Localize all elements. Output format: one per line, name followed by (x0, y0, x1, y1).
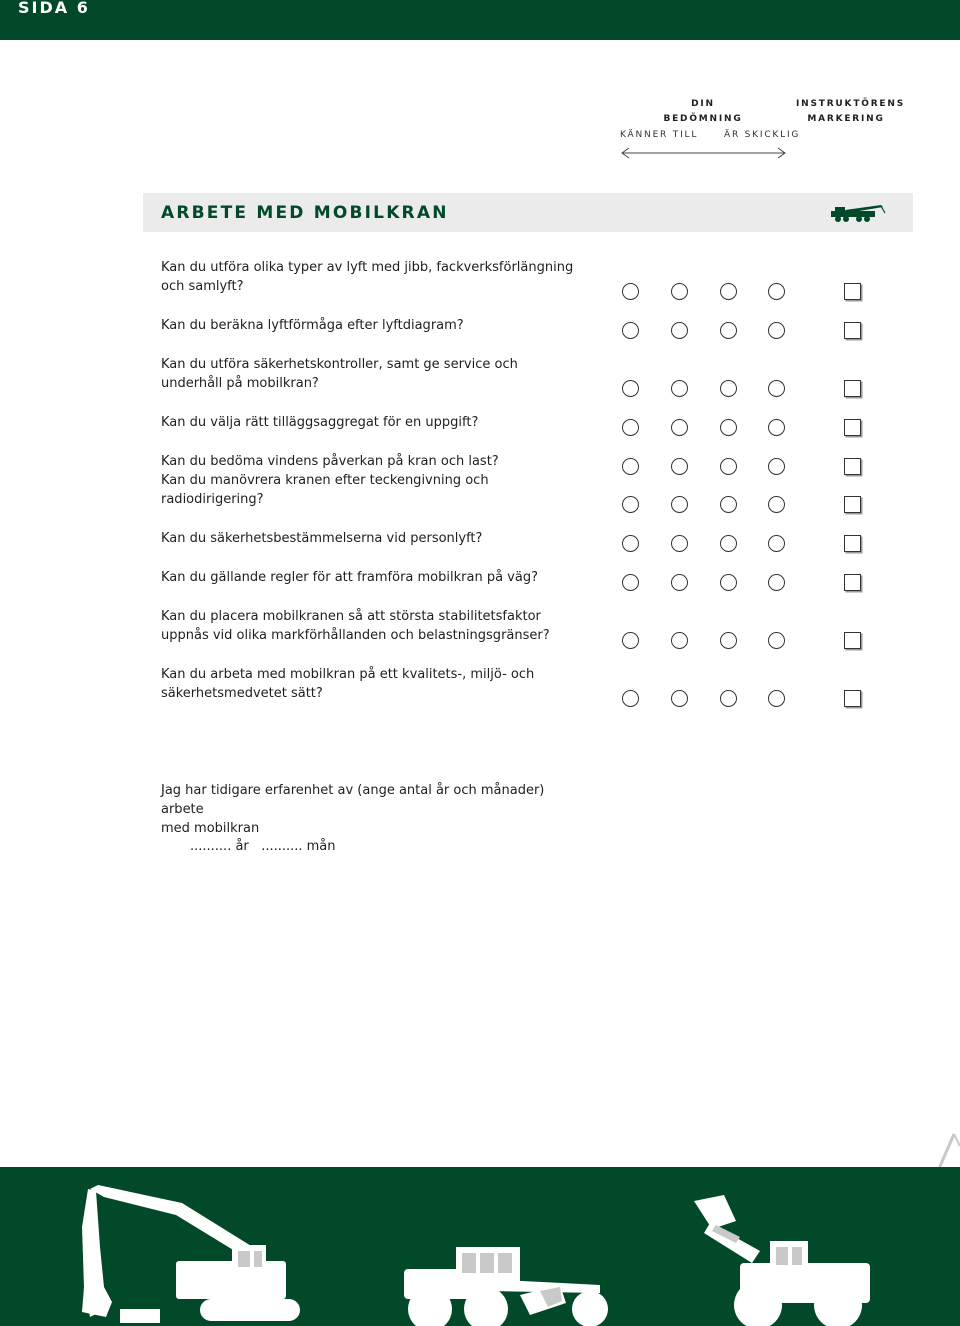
rating-radio-3[interactable] (720, 574, 737, 591)
instructor-checkbox[interactable] (844, 632, 861, 649)
experience-fields (190, 839, 336, 854)
excavator-silhouette (82, 1185, 300, 1323)
question-text (161, 568, 581, 587)
rating-radio-4[interactable] (768, 283, 785, 300)
mobile-crane-icon (829, 205, 887, 223)
question-row (0, 413, 960, 432)
rating-radio-3[interactable] (720, 632, 737, 649)
question-line: Kan du beräkna lyftförmåga efter lyftdiagram? (161, 318, 464, 333)
question-text (161, 471, 581, 509)
rating-radio-1[interactable] (622, 690, 639, 707)
question-text (161, 258, 581, 296)
rating-radio-3[interactable] (720, 283, 737, 300)
rating-radio-4[interactable] (768, 419, 785, 436)
rating-radio-4[interactable] (768, 632, 785, 649)
instructor-header-line-2: MARKERING (807, 114, 885, 124)
question-line: Kan du bedöma vindens påverkan på kran och last? (161, 454, 499, 469)
instructor-header-line-1: INSTRUKTÖRENS (796, 99, 905, 109)
question-line: Kan du utföra olika typer av lyft med jibb, fackverksförlängning (161, 260, 574, 275)
question-line: Kan du säkerhetsbestämmelserna vid personlyft? (161, 531, 483, 546)
rating-radio-1[interactable] (622, 283, 639, 300)
footer-band (0, 1167, 960, 1326)
question-line: underhåll på mobilkran? (161, 376, 319, 391)
rating-radio-3[interactable] (720, 322, 737, 339)
rating-radio-2[interactable] (671, 535, 688, 552)
rating-radio-1[interactable] (622, 496, 639, 513)
section-header (143, 193, 913, 232)
self-assessment-header-line-1: DIN (691, 99, 715, 109)
rating-radio-2[interactable] (671, 283, 688, 300)
self-assessment-header (660, 97, 746, 127)
rating-radio-3[interactable] (720, 690, 737, 707)
rating-radio-4[interactable] (768, 322, 785, 339)
rating-radio-4[interactable] (768, 380, 785, 397)
question-line: Kan du arbeta med mobilkran på ett kvalitets-, miljö- och (161, 667, 535, 682)
rating-radio-3[interactable] (720, 419, 737, 436)
instructor-checkbox[interactable] (844, 419, 861, 436)
instructor-checkbox[interactable] (844, 283, 861, 300)
question-row (0, 665, 960, 703)
rating-radio-2[interactable] (671, 322, 688, 339)
question-text (161, 452, 581, 471)
rating-radio-2[interactable] (671, 690, 688, 707)
rating-radio-1[interactable] (622, 380, 639, 397)
section-title: ARBETE MED MOBILKRAN (161, 203, 449, 223)
instructor-checkbox[interactable] (844, 380, 861, 397)
rating-radio-2[interactable] (671, 632, 688, 649)
rating-radio-4[interactable] (768, 496, 785, 513)
instructor-checkbox[interactable] (844, 322, 861, 339)
question-line: och samlyft? (161, 279, 244, 294)
rating-radio-3[interactable] (720, 458, 737, 475)
experience-line: Jag har tidigare erfarenhet av (ange antal år och månader) arbete (161, 783, 545, 817)
rating-radio-4[interactable] (768, 574, 785, 591)
question-line: Kan du gällande regler för att framföra mobilkran på väg? (161, 570, 538, 585)
scale-low-label: KÄNNER TILL (620, 130, 699, 140)
rating-radio-1[interactable] (622, 419, 639, 436)
instructor-checkbox[interactable] (844, 496, 861, 513)
question-line: säkerhetsmedvetet sätt? (161, 686, 323, 701)
page-number: SIDA 6 (18, 0, 90, 17)
question-text (161, 413, 581, 432)
rating-radio-4[interactable] (768, 535, 785, 552)
question-row (0, 473, 960, 509)
rating-radio-3[interactable] (720, 380, 737, 397)
question-row (0, 452, 960, 471)
instructor-header (796, 97, 905, 127)
instructor-checkbox[interactable] (844, 535, 861, 552)
rating-radio-1[interactable] (622, 535, 639, 552)
self-assessment-header-line-2: BEDÖMNING (663, 114, 743, 124)
rating-radio-2[interactable] (671, 458, 688, 475)
rating-radio-1[interactable] (622, 322, 639, 339)
months-field[interactable]: .......... mån (261, 839, 336, 854)
rating-radio-1[interactable] (622, 458, 639, 475)
question-text (161, 607, 581, 645)
instructor-checkbox[interactable] (844, 458, 861, 475)
rating-radio-2[interactable] (671, 574, 688, 591)
experience-line: med mobilkran (161, 821, 260, 836)
rating-radio-2[interactable] (671, 419, 688, 436)
instructor-checkbox[interactable] (844, 690, 861, 707)
question-row (0, 258, 960, 296)
question-text (161, 316, 581, 335)
rating-radio-2[interactable] (671, 496, 688, 513)
question-text (161, 355, 581, 393)
rating-radio-3[interactable] (720, 535, 737, 552)
rating-radio-4[interactable] (768, 690, 785, 707)
rating-radio-1[interactable] (622, 632, 639, 649)
rating-radio-3[interactable] (720, 496, 737, 513)
question-row (0, 568, 960, 587)
top-bar (0, 0, 960, 40)
rating-radio-4[interactable] (768, 458, 785, 475)
question-line: Kan du utföra säkerhetskontroller, samt ge service och (161, 357, 518, 372)
question-line: Kan du placera mobilkranen så att största stabilitetsfaktor (161, 609, 541, 624)
question-text (161, 529, 581, 548)
question-row (0, 529, 960, 548)
rating-radio-2[interactable] (671, 380, 688, 397)
question-line: Kan du välja rätt tilläggsaggregat för en uppgift? (161, 415, 479, 430)
question-row (0, 607, 960, 645)
experience-prompt (161, 781, 581, 838)
question-row (0, 316, 960, 335)
question-line: Kan du manövrera kranen efter teckengivning och radiodirigering? (161, 473, 489, 507)
question-line: uppnås vid olika markförhållanden och belastningsgränser? (161, 628, 550, 643)
double-arrow-icon (620, 146, 788, 160)
scale-high-label: ÄR SKICKLIG (724, 130, 801, 140)
question-row (0, 355, 960, 393)
years-field[interactable]: .......... år (190, 839, 249, 854)
question-text (161, 665, 581, 703)
rating-radio-1[interactable] (622, 574, 639, 591)
instructor-checkbox[interactable] (844, 574, 861, 591)
